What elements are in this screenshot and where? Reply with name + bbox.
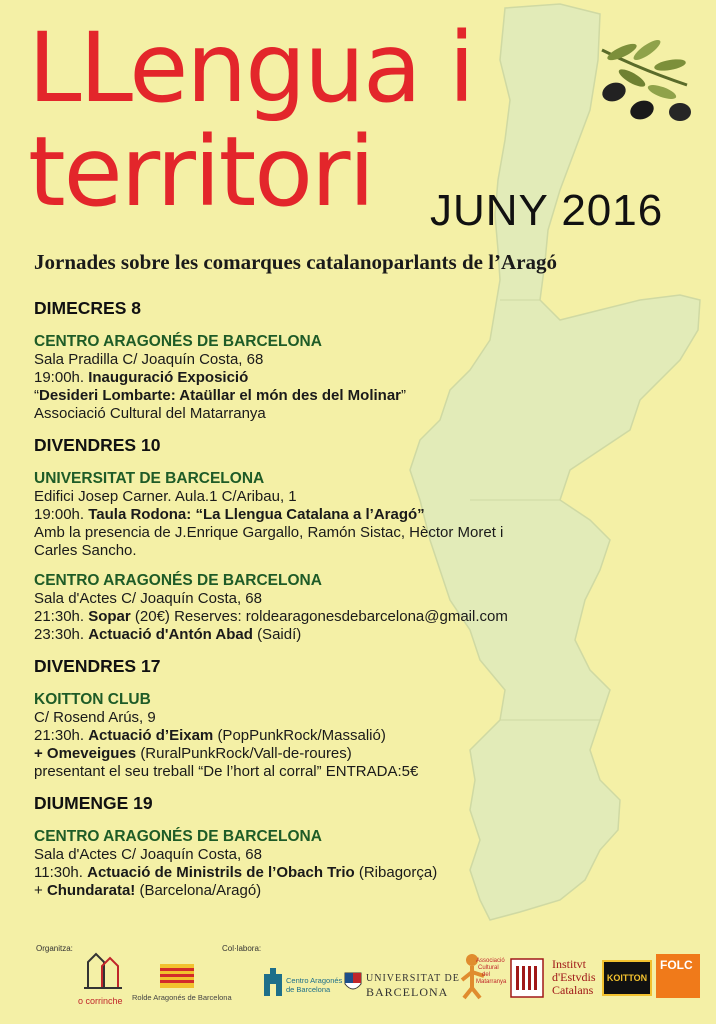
koitton-logo [602,960,652,996]
venue-address: Sala d'Actes C/ Joaquín Costa, 68 [34,846,262,863]
matarranya-text-1: Associació [476,958,505,964]
venue-block [34,470,694,560]
event-line: 21:30h. Sopar (20€) Reserves: roldearagonesdebarcelona@gmail.com [34,608,508,625]
venue-block [34,828,694,900]
centro-aragones-text-2: de Barcelona [286,985,331,994]
venue-address: Sala d'Actes C/ Joaquín Costa, 68 [34,590,262,607]
iec-text-2: d'Estvdis [552,970,596,984]
day-diumenge-19 [34,793,694,900]
venue-block [34,572,694,644]
venue-address: Edifici Josep Carner. Aula.1 C/Aribau, 1 [34,488,297,505]
rolde-flag-icon [160,964,194,988]
poster-title-line-2: territori [28,116,374,228]
rolde-text: Rolde Aragonés de Barcelona [132,993,232,1002]
koitton-text: KOITTON [606,973,648,983]
organitza-label: Organitza: [36,944,73,953]
venue-address: Sala Pradilla C/ Joaquín Costa, 68 [34,351,264,368]
event-line: 11:30h. Actuació de Ministrils de l’Obach Trio (Ribagorça) [34,864,438,881]
venue-name: KOITTON CLUB [34,691,151,708]
day-title: DIVENDRES 17 [34,656,161,676]
program [34,298,694,912]
event-line: 23:30h. Actuació d'Antón Abad (Saidí) [34,626,302,643]
event-line: 19:00h. Inauguració Exposició [34,369,249,386]
corrinche-text: o corrinche [78,996,123,1006]
venue-name: CENTRO ARAGONÉS DE BARCELONA [34,572,322,589]
event-line: + Chundarata! (Barcelona/Aragó) [34,882,262,899]
event-line: 19:00h. Taula Rodona: “La Llengua Catalana a l’Aragó” [34,506,425,523]
matarranya-text-4: Matarranya [476,979,507,985]
event-line: “Desideri Lombarte: Ataüllar el món des del Molinar” [34,387,407,404]
folc-logo [656,954,700,998]
ub-text-2: BARCELONA [366,985,449,999]
corrinche-logo-icon [80,948,126,996]
collabora-label: Col·labora: [222,944,262,953]
olive-branch-icon [592,30,702,140]
venue-name: CENTRO ARAGONÉS DE BARCELONA [34,333,322,350]
day-dimecres-8 [34,298,694,423]
sponsors-footer [0,938,716,1024]
event-line: Carles Sancho. [34,542,137,559]
day-title: DIMECRES 8 [34,298,141,318]
centro-aragones-logo-icon [262,968,284,996]
day-title: DIUMENGE 19 [34,793,153,813]
iec-text-3: Catalans [552,983,594,997]
event-line: presentant el seu treball “De l’hort al corral” ENTRADA:5€ [34,763,419,780]
event-line: 21:30h. Actuació d’Eixam (PopPunkRock/Massalió) [34,727,386,744]
venue-name: CENTRO ARAGONÉS DE BARCELONA [34,828,322,845]
iec-seal-icon [510,958,544,998]
poster-title-line-1: LLengua i [28,12,473,124]
ub-shield-icon [344,972,362,994]
venue-address: C/ Rosend Arús, 9 [34,709,156,726]
venue-name: UNIVERSITAT DE BARCELONA [34,470,265,487]
poster-subtitle: Jornades sobre les comarques catalanoparlants de l’Aragó [34,250,558,274]
ub-text-1: UNIVERSITAT DE [366,973,460,984]
event-date: JUNY 2016 [430,186,664,235]
iec-text-1: Institvt [552,957,587,971]
event-line: Amb la presencia de J.Enrique Gargallo, Ramón Sistac, Hèctor Moret i [34,524,504,541]
venue-block [34,333,694,423]
day-divendres-10 [34,435,694,644]
day-divendres-17 [34,656,694,781]
event-line: Associació Cultural del Matarranya [34,405,266,422]
folc-text: FOLC [660,958,693,972]
venue-block [34,691,694,781]
day-title: DIVENDRES 10 [34,435,161,455]
matarranya-text-2: Cultural [478,965,499,971]
event-line: + Omeveigues (RuralPunkRock/Vall-de-roures) [34,745,352,762]
centro-aragones-text-1: Centro Aragonés [286,976,343,985]
matarranya-text-3: del [482,972,491,978]
